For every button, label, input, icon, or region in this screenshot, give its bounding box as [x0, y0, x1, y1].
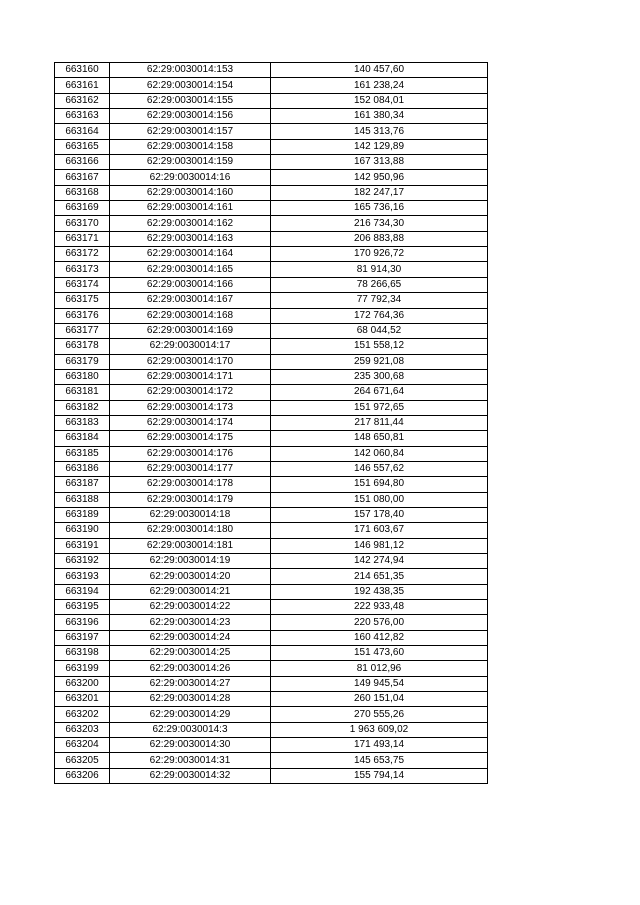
value-cell: 142 274,94 — [271, 554, 488, 569]
row-number-cell: 663182 — [55, 400, 110, 415]
value-cell: 77 792,34 — [271, 293, 488, 308]
row-number-cell: 663171 — [55, 231, 110, 246]
value-cell: 146 557,62 — [271, 461, 488, 476]
value-cell: 155 794,14 — [271, 768, 488, 783]
table-row — [55, 415, 488, 430]
row-number-cell: 663201 — [55, 692, 110, 707]
row-number-cell: 663195 — [55, 600, 110, 615]
cadastral-number-cell: 62:29:0030014:27 — [110, 676, 271, 691]
row-number-cell: 663200 — [55, 676, 110, 691]
value-cell: 146 981,12 — [271, 538, 488, 553]
value-cell: 235 300,68 — [271, 369, 488, 384]
value-cell: 148 650,81 — [271, 431, 488, 446]
table-row — [55, 231, 488, 246]
table-row — [55, 308, 488, 323]
row-number-cell: 663167 — [55, 170, 110, 185]
cadastral-number-cell: 62:29:0030014:159 — [110, 155, 271, 170]
row-number-cell: 663179 — [55, 354, 110, 369]
cadastral-number-cell: 62:29:0030014:157 — [110, 124, 271, 139]
table-row — [55, 78, 488, 93]
cadastral-number-cell: 62:29:0030014:17 — [110, 339, 271, 354]
value-cell: 161 380,34 — [271, 109, 488, 124]
cadastral-number-cell: 62:29:0030014:177 — [110, 461, 271, 476]
table-row — [55, 615, 488, 630]
cadastral-number-cell: 62:29:0030014:22 — [110, 600, 271, 615]
row-number-cell: 663184 — [55, 431, 110, 446]
table-row — [55, 109, 488, 124]
value-cell: 140 457,60 — [271, 63, 488, 78]
table-row — [55, 139, 488, 154]
row-number-cell: 663161 — [55, 78, 110, 93]
value-cell: 81 914,30 — [271, 262, 488, 277]
row-number-cell: 663160 — [55, 63, 110, 78]
table-row — [55, 201, 488, 216]
cadastral-value-table — [54, 62, 488, 784]
row-number-cell: 663204 — [55, 738, 110, 753]
value-cell: 206 883,88 — [271, 231, 488, 246]
table-row — [55, 738, 488, 753]
cadastral-number-cell: 62:29:0030014:173 — [110, 400, 271, 415]
cadastral-number-cell: 62:29:0030014:165 — [110, 262, 271, 277]
value-cell: 216 734,30 — [271, 216, 488, 231]
row-number-cell: 663166 — [55, 155, 110, 170]
row-number-cell: 663168 — [55, 185, 110, 200]
table-row — [55, 692, 488, 707]
cadastral-number-cell: 62:29:0030014:162 — [110, 216, 271, 231]
value-cell: 217 811,44 — [271, 415, 488, 430]
cadastral-number-cell: 62:29:0030014:156 — [110, 109, 271, 124]
table-row — [55, 400, 488, 415]
table-row — [55, 569, 488, 584]
row-number-cell: 663187 — [55, 477, 110, 492]
row-number-cell: 663176 — [55, 308, 110, 323]
table-row — [55, 554, 488, 569]
row-number-cell: 663193 — [55, 569, 110, 584]
value-cell: 1 963 609,02 — [271, 722, 488, 737]
cadastral-number-cell: 62:29:0030014:18 — [110, 507, 271, 522]
row-number-cell: 663170 — [55, 216, 110, 231]
row-number-cell: 663185 — [55, 446, 110, 461]
table-row — [55, 124, 488, 139]
table-row — [55, 707, 488, 722]
table-row — [55, 523, 488, 538]
value-cell: 222 933,48 — [271, 600, 488, 615]
cadastral-number-cell: 62:29:0030014:163 — [110, 231, 271, 246]
row-number-cell: 663174 — [55, 277, 110, 292]
value-cell: 81 012,96 — [271, 661, 488, 676]
table-row — [55, 93, 488, 108]
row-number-cell: 663169 — [55, 201, 110, 216]
table-row — [55, 584, 488, 599]
cadastral-number-cell: 62:29:0030014:154 — [110, 78, 271, 93]
value-cell: 157 178,40 — [271, 507, 488, 522]
value-cell: 142 129,89 — [271, 139, 488, 154]
row-number-cell: 663175 — [55, 293, 110, 308]
table-row — [55, 538, 488, 553]
value-cell: 161 238,24 — [271, 78, 488, 93]
row-number-cell: 663186 — [55, 461, 110, 476]
cadastral-number-cell: 62:29:0030014:164 — [110, 247, 271, 262]
cadastral-number-cell: 62:29:0030014:155 — [110, 93, 271, 108]
value-cell: 160 412,82 — [271, 630, 488, 645]
table-row — [55, 431, 488, 446]
table-row — [55, 216, 488, 231]
table-row — [55, 323, 488, 338]
row-number-cell: 663177 — [55, 323, 110, 338]
cadastral-number-cell: 62:29:0030014:179 — [110, 492, 271, 507]
cadastral-number-cell: 62:29:0030014:24 — [110, 630, 271, 645]
table-row — [55, 185, 488, 200]
cadastral-number-cell: 62:29:0030014:166 — [110, 277, 271, 292]
table-row — [55, 170, 488, 185]
value-cell: 171 493,14 — [271, 738, 488, 753]
value-cell: 220 576,00 — [271, 615, 488, 630]
row-number-cell: 663205 — [55, 753, 110, 768]
row-number-cell: 663165 — [55, 139, 110, 154]
table-row — [55, 155, 488, 170]
cadastral-number-cell: 62:29:0030014:32 — [110, 768, 271, 783]
cadastral-number-cell: 62:29:0030014:25 — [110, 646, 271, 661]
row-number-cell: 663173 — [55, 262, 110, 277]
value-cell: 167 313,88 — [271, 155, 488, 170]
value-cell: 214 651,35 — [271, 569, 488, 584]
row-number-cell: 663196 — [55, 615, 110, 630]
row-number-cell: 663162 — [55, 93, 110, 108]
value-cell: 260 151,04 — [271, 692, 488, 707]
value-cell: 170 926,72 — [271, 247, 488, 262]
cadastral-number-cell: 62:29:0030014:31 — [110, 753, 271, 768]
cadastral-number-cell: 62:29:0030014:30 — [110, 738, 271, 753]
row-number-cell: 663192 — [55, 554, 110, 569]
table-row — [55, 385, 488, 400]
row-number-cell: 663194 — [55, 584, 110, 599]
cadastral-number-cell: 62:29:0030014:180 — [110, 523, 271, 538]
table-row — [55, 63, 488, 78]
row-number-cell: 663180 — [55, 369, 110, 384]
value-cell: 152 084,01 — [271, 93, 488, 108]
cadastral-number-cell: 62:29:0030014:174 — [110, 415, 271, 430]
row-number-cell: 663163 — [55, 109, 110, 124]
value-cell: 149 945,54 — [271, 676, 488, 691]
cadastral-number-cell: 62:29:0030014:161 — [110, 201, 271, 216]
cadastral-number-cell: 62:29:0030014:178 — [110, 477, 271, 492]
row-number-cell: 663172 — [55, 247, 110, 262]
row-number-cell: 663190 — [55, 523, 110, 538]
value-cell: 270 555,26 — [271, 707, 488, 722]
table-row — [55, 646, 488, 661]
table-row — [55, 461, 488, 476]
table-row — [55, 600, 488, 615]
row-number-cell: 663181 — [55, 385, 110, 400]
cadastral-number-cell: 62:29:0030014:16 — [110, 170, 271, 185]
value-cell: 182 247,17 — [271, 185, 488, 200]
value-cell: 68 044,52 — [271, 323, 488, 338]
table-row — [55, 446, 488, 461]
row-number-cell: 663203 — [55, 722, 110, 737]
table-row — [55, 262, 488, 277]
value-cell: 172 764,36 — [271, 308, 488, 323]
value-cell: 192 438,35 — [271, 584, 488, 599]
row-number-cell: 663188 — [55, 492, 110, 507]
cadastral-number-cell: 62:29:0030014:153 — [110, 63, 271, 78]
value-cell: 264 671,64 — [271, 385, 488, 400]
table-body — [55, 63, 488, 784]
table-row — [55, 339, 488, 354]
table-row — [55, 661, 488, 676]
value-cell: 145 313,76 — [271, 124, 488, 139]
table-row — [55, 354, 488, 369]
table-row — [55, 507, 488, 522]
row-number-cell: 663164 — [55, 124, 110, 139]
value-cell: 151 972,65 — [271, 400, 488, 415]
cadastral-number-cell: 62:29:0030014:167 — [110, 293, 271, 308]
value-cell: 145 653,75 — [271, 753, 488, 768]
row-number-cell: 663191 — [55, 538, 110, 553]
value-cell: 165 736,16 — [271, 201, 488, 216]
row-number-cell: 663178 — [55, 339, 110, 354]
table-row — [55, 247, 488, 262]
value-cell: 171 603,67 — [271, 523, 488, 538]
row-number-cell: 663206 — [55, 768, 110, 783]
value-cell: 142 950,96 — [271, 170, 488, 185]
value-cell: 151 558,12 — [271, 339, 488, 354]
table-row — [55, 768, 488, 783]
cadastral-number-cell: 62:29:0030014:172 — [110, 385, 271, 400]
cadastral-number-cell: 62:29:0030014:26 — [110, 661, 271, 676]
table-row — [55, 277, 488, 292]
cadastral-number-cell: 62:29:0030014:19 — [110, 554, 271, 569]
cadastral-number-cell: 62:29:0030014:171 — [110, 369, 271, 384]
value-cell: 78 266,65 — [271, 277, 488, 292]
table-row — [55, 676, 488, 691]
row-number-cell: 663202 — [55, 707, 110, 722]
value-cell: 151 473,60 — [271, 646, 488, 661]
cadastral-number-cell: 62:29:0030014:3 — [110, 722, 271, 737]
cadastral-number-cell: 62:29:0030014:23 — [110, 615, 271, 630]
value-cell: 259 921,08 — [271, 354, 488, 369]
table-row — [55, 492, 488, 507]
cadastral-number-cell: 62:29:0030014:20 — [110, 569, 271, 584]
cadastral-number-cell: 62:29:0030014:169 — [110, 323, 271, 338]
table-row — [55, 722, 488, 737]
cadastral-number-cell: 62:29:0030014:160 — [110, 185, 271, 200]
table-row — [55, 477, 488, 492]
cadastral-number-cell: 62:29:0030014:181 — [110, 538, 271, 553]
value-cell: 151 080,00 — [271, 492, 488, 507]
value-cell: 142 060,84 — [271, 446, 488, 461]
cadastral-number-cell: 62:29:0030014:175 — [110, 431, 271, 446]
table-row — [55, 753, 488, 768]
table-row — [55, 369, 488, 384]
row-number-cell: 663199 — [55, 661, 110, 676]
row-number-cell: 663189 — [55, 507, 110, 522]
cadastral-number-cell: 62:29:0030014:28 — [110, 692, 271, 707]
row-number-cell: 663183 — [55, 415, 110, 430]
cadastral-number-cell: 62:29:0030014:158 — [110, 139, 271, 154]
cadastral-number-cell: 62:29:0030014:170 — [110, 354, 271, 369]
table-row — [55, 293, 488, 308]
value-cell: 151 694,80 — [271, 477, 488, 492]
cadastral-number-cell: 62:29:0030014:29 — [110, 707, 271, 722]
table-row — [55, 630, 488, 645]
row-number-cell: 663197 — [55, 630, 110, 645]
row-number-cell: 663198 — [55, 646, 110, 661]
cadastral-number-cell: 62:29:0030014:168 — [110, 308, 271, 323]
cadastral-number-cell: 62:29:0030014:176 — [110, 446, 271, 461]
cadastral-number-cell: 62:29:0030014:21 — [110, 584, 271, 599]
